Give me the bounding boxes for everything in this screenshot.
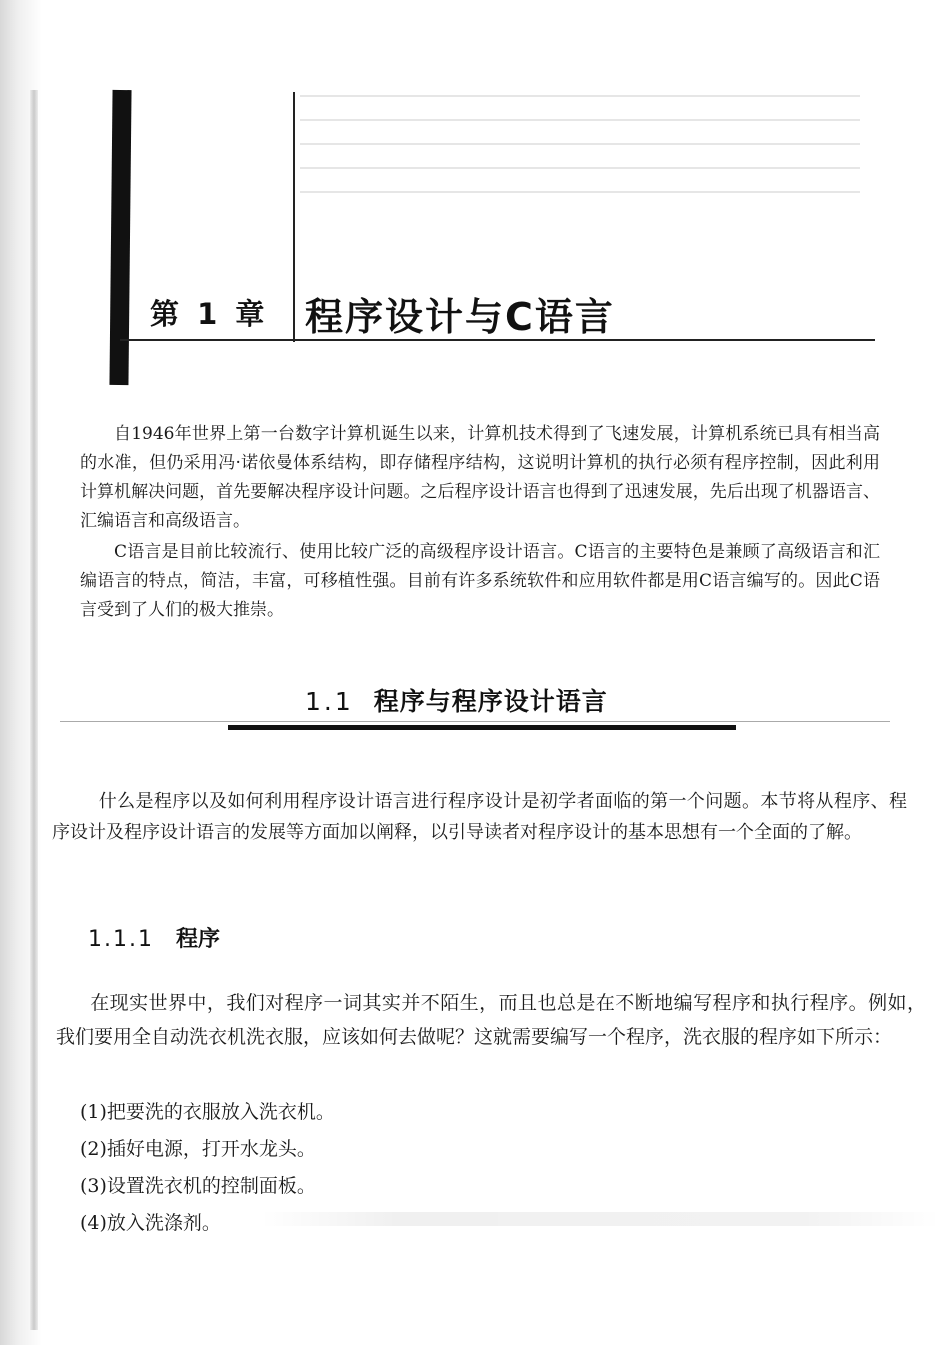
section-heading xyxy=(305,682,608,718)
section-rule-thick xyxy=(228,725,736,730)
chapter-number: 第 1 章 xyxy=(150,297,269,331)
subsection-paragraph: 在现实世界中，我们对程序一词其实并不陌生，而且也总是在不断地编写程序和执行程序。例如，我们要用全自动洗衣机洗衣服，应该如何去做呢？这就需要编写一个程序，洗衣服的程序如下所示： xyxy=(56,992,926,1048)
list-item: (2)插好电源，打开水龙头。 xyxy=(80,1138,316,1160)
bleed-through-lines xyxy=(300,95,860,235)
binding-spine xyxy=(30,90,38,1330)
bleed-through-shadow xyxy=(260,1212,940,1226)
section-intro-paragraph: 什么是程序以及如何利用程序设计语言进行程序设计是初学者面临的第一个问题。本节将从程序、程序设计及程序设计语言的发展等方面加以阐释，以引导读者对程序设计的基本思想有一个全面的了解。 xyxy=(52,791,907,843)
intro-paragraph-2: C语言是目前比较流行、使用比较广泛的高级程序设计语言。C语言的主要特色是兼顾了高级语言和汇编语言的特点，简洁，丰富，可移植性强。目前有许多系统软件和应用软件都是用C语言编写的。因此C语言受到了人们的极大推崇。 xyxy=(80,542,880,620)
intro-paragraph-1: 自1946年世界上第一台数字计算机诞生以来，计算机技术得到了飞速发展，计算机系统已具有相当高的水准，但仍采用冯·诺依曼体系结构，即存储程序结构，这说明计算机的执行必须有程序控制，因此利用计算机解决问题，首先要解决程序设计问题。之后程序设计语言也得到了迅速发展，先后出现了机器语言、汇编语言和高级语言。 xyxy=(80,424,880,531)
list-item: (3)设置洗衣机的控制面板。 xyxy=(80,1175,316,1197)
list-item: (1)把要洗的衣服放入洗衣机。 xyxy=(80,1101,335,1123)
chapter-title: 程序设计与C语言 xyxy=(305,295,615,339)
chapter-divider-line xyxy=(293,92,295,342)
list-item: (4)放入洗涤剂。 xyxy=(80,1212,221,1234)
subsection-heading xyxy=(88,922,220,953)
subsection-title: 程序 xyxy=(175,927,220,952)
section-title: 程序与程序设计语言 xyxy=(373,687,608,716)
subsection-number: 1.1.1 xyxy=(88,927,154,952)
section-rule-thin xyxy=(60,721,890,722)
section-number: 1.1 xyxy=(305,687,354,716)
